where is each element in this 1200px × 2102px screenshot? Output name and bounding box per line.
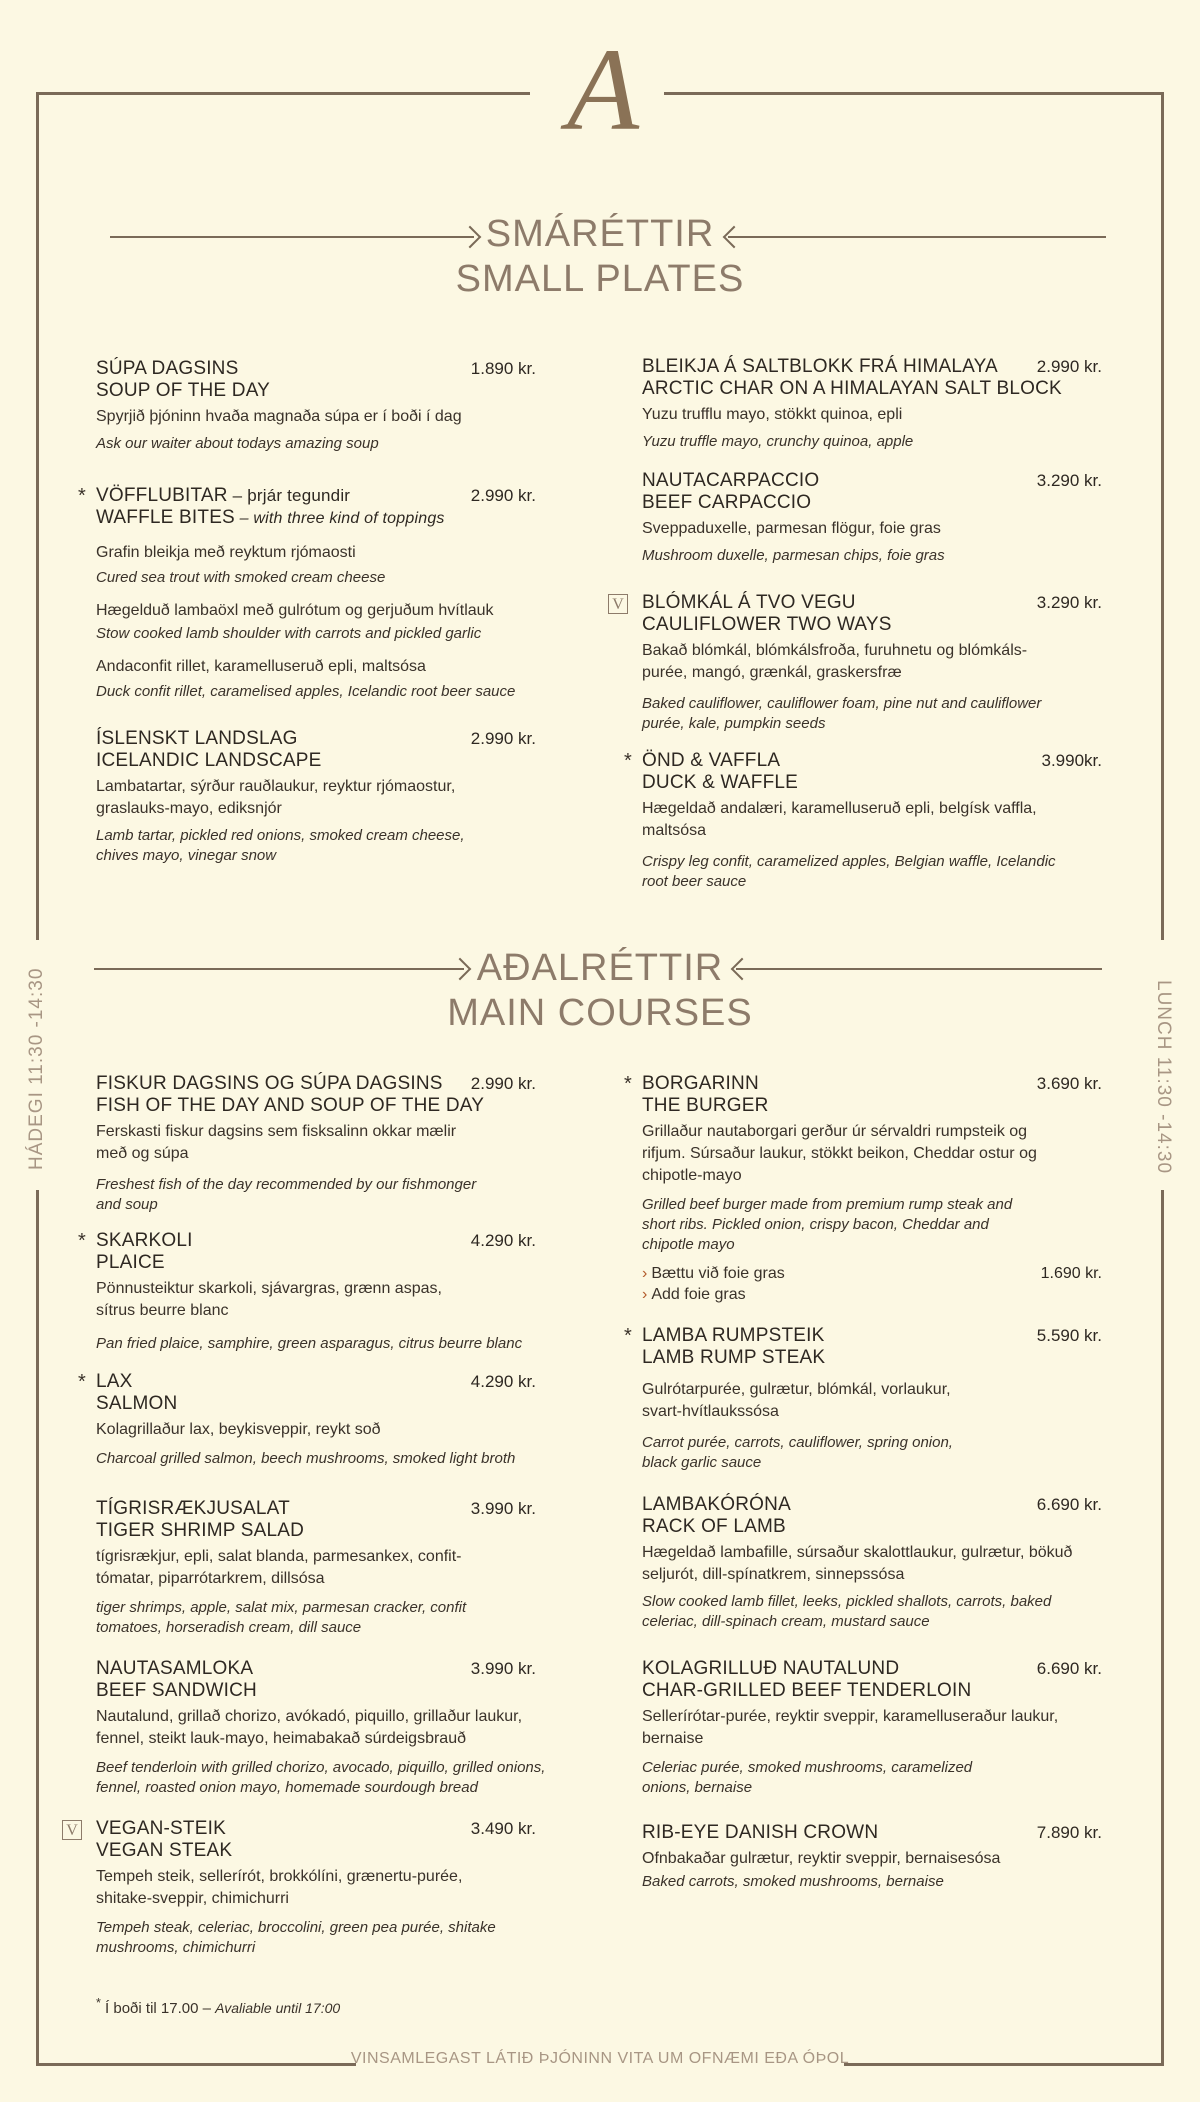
dish-name-en: RACK OF LAMB	[642, 1516, 786, 1537]
dish-name-is: LAMBA RUMPSTEIK	[642, 1325, 825, 1346]
dish-name-en: TIGER SHRIMP SALAD	[96, 1520, 305, 1541]
dish-name-is: BLEIKJA Á SALTBLOKK FRÁ HIMALAYA	[642, 356, 998, 377]
dish-desc-is: Spyrjið þjóninn hvaða magnaða súpa er í boði í dag	[96, 408, 462, 425]
dish-name-en: ICELANDIC LANDSCAPE	[96, 750, 322, 771]
allergy-notice: VINSAMLEGAST LÁTIÐ ÞJÓNINN VITA UM OFNÆMI EÐA ÓÞOL	[350, 2050, 850, 2067]
footnote-en: Avaliable until 17:00	[215, 2000, 341, 2016]
restaurant-logo: A	[566, 24, 640, 155]
small-plates-title-is: SMÁRÉTTIR	[485, 213, 715, 255]
dish-name-is: NAUTASAMLOKA	[96, 1658, 254, 1679]
dish-name-is: LAX	[96, 1371, 133, 1392]
dish-soup-of-the-day	[96, 358, 566, 454]
dish-desc-en: Charcoal grilled salmon, beech mushrooms, smoked light broth	[96, 1450, 516, 1467]
dish-desc-is: Tempeh steik, sellerírót, brokkólíni, grænertu-purée, shitake-sveppir, chimichurri	[96, 1868, 463, 1907]
dish-rack-of-lamb	[642, 1494, 1102, 1632]
dish-name-is: SÚPA DAGSINS	[96, 358, 239, 379]
dish-name-en: PLAICE	[96, 1252, 165, 1273]
dish-name-is: FISKUR DAGSINS OG SÚPA DAGSINS	[96, 1073, 443, 1094]
footnote-is: Í boði til 17.00 –	[100, 2000, 216, 2017]
dish-the-burger	[624, 1073, 1102, 1305]
topping-desc-is: Andaconfit rillet, karamelluseruð epli, maltsósa	[96, 658, 426, 675]
vegan-icon: V	[62, 1820, 82, 1840]
dish-name-en: SALMON	[96, 1393, 178, 1414]
dish-desc-is: Grillaður nautaborgari gerður úr sérvaldri rumpsteik og rifjum. Súrsaður laukur, stökkt beikon, Cheddar ostur og chipotle-mayo	[642, 1123, 1037, 1184]
addon-label-is: Bættu við foie gras	[651, 1265, 785, 1282]
dish-name-is: LAMBAKÓRÓNA	[642, 1494, 791, 1515]
dish-price: 7.890 kr.	[1036, 1823, 1102, 1842]
dish-desc-en: Grilled beef burger made from premium rump steak and short ribs. Pickled onion, crispy bacon, Cheddar and chipotle mayo	[642, 1196, 1013, 1253]
dish-name-is: ÖND & VAFFLA	[642, 750, 781, 771]
vegan-icon: V	[608, 594, 628, 614]
dish-plaice	[78, 1230, 566, 1354]
dish-desc-is: Pönnusteiktur skarkoli, sjávargras, grænn aspas, sítrus beurre blanc	[96, 1280, 442, 1319]
dish-name-en: LAMB RUMP STEAK	[642, 1347, 826, 1368]
dish-price: 4.290 kr.	[470, 1372, 536, 1391]
dish-lamb-rump-steak	[624, 1325, 1102, 1473]
dish-name-is: KOLAGRILLUÐ NAUTALUND	[642, 1658, 900, 1679]
topping-desc-en: Stow cooked lamb shoulder with carrots and pickled garlic	[96, 625, 482, 642]
dish-desc-is: Yuzu trufflu mayo, stökkt quinoa, epli	[642, 406, 903, 423]
dish-rib-eye	[642, 1822, 1102, 1892]
dish-price: 6.690 kr.	[1036, 1659, 1102, 1678]
dish-desc-is: Nautalund, grillað chorizo, avókadó, piquillo, grillaður laukur, fennel, steikt lauk-mayo, heimabakað súrdeigsbrauð	[96, 1708, 523, 1747]
side-label-hadegi: HÁDEGI 11:30 -14:30	[26, 967, 47, 1170]
asterisk-marker: *	[78, 485, 86, 507]
dish-desc-is: Sellerírótar-purée, reyktir sveppir, karamelluseraður laukur, bernaise	[642, 1708, 1059, 1747]
dish-name-en-sub: – with three kind of toppings	[234, 510, 445, 527]
dish-cauliflower-two-ways	[612, 592, 1102, 734]
dish-desc-en: Crispy leg confit, caramelized apples, Belgian waffle, Icelandic root beer sauce	[642, 853, 1056, 890]
dish-price: 3.290 kr.	[1036, 593, 1102, 612]
dish-desc-en: Ask our waiter about todays amazing soup	[96, 435, 379, 452]
dish-arctic-char	[642, 356, 1102, 452]
asterisk-marker: *	[624, 1325, 632, 1347]
asterisk-marker: *	[78, 1230, 86, 1252]
dish-price: 3.290 kr.	[1036, 471, 1102, 490]
dish-desc-is: Bakað blómkál, blómkálsfroða, furuhnetu og blómkáls-purée, mangó, grænkál, graskersfræ	[642, 642, 1028, 681]
dish-waffle-bites	[78, 485, 566, 702]
dish-name-en: CHAR-GRILLED BEEF TENDERLOIN	[642, 1680, 972, 1701]
dish-name-en: CAULIFLOWER TWO WAYS	[642, 614, 892, 635]
addon-label-en: Add foie gras	[651, 1286, 746, 1303]
dish-desc-is: Kolagrillaður lax, beykisveppir, reykt soð	[96, 1421, 381, 1438]
dish-icelandic-landscape	[96, 728, 566, 866]
dish-fish-of-the-day	[96, 1073, 566, 1215]
dish-desc-en: Pan fried plaice, samphire, green asparagus, citrus beurre blanc	[96, 1335, 523, 1352]
dish-desc-en: Freshest fish of the day recommended by our fishmonger and soup	[96, 1176, 477, 1213]
dish-desc-en: Yuzu truffle mayo, crunchy quinoa, apple	[642, 433, 914, 450]
addon-foie-gras	[642, 1263, 1102, 1305]
dish-name-en: BEEF CARPACCIO	[642, 492, 812, 513]
dish-beef-tenderloin	[642, 1658, 1102, 1798]
side-label-lunch: LUNCH 11:30 -14:30	[1153, 980, 1174, 1175]
availability-footnote	[96, 1996, 340, 2017]
chevron-right-icon: ›	[642, 1286, 648, 1303]
topping-desc-en: Cured sea trout with smoked cream cheese	[96, 569, 386, 586]
dish-name-en: THE BURGER	[642, 1095, 769, 1116]
dish-price: 3.990kr.	[1041, 751, 1102, 770]
dish-beef-sandwich	[96, 1658, 566, 1798]
dish-desc-en: Tempeh steak, celeriac, broccolini, green pea purée, shitake mushrooms, chimichurri	[96, 1919, 496, 1956]
topping-desc-en: Duck confit rillet, caramelised apples, Icelandic root beer sauce	[96, 683, 516, 700]
dish-desc-is: Ofnbakaðar gulrætur, reyktir sveppir, bernaisesósa	[642, 1850, 1001, 1867]
dish-price: 2.990 kr.	[1036, 357, 1102, 376]
dish-desc-is: Lambatartar, sýrður rauðlaukur, reyktur rjómaostur, graslauks-mayo, ediksnjór	[96, 778, 456, 817]
dish-desc-en: Lamb tartar, pickled red onions, smoked cream cheese, chives mayo, vinegar snow	[96, 827, 465, 864]
dish-desc-en: Carrot purée, carrots, cauliflower, spring onion, black garlic sauce	[642, 1434, 953, 1471]
dish-price: 2.990 kr.	[470, 1074, 536, 1093]
dish-name-en: SOUP OF THE DAY	[96, 380, 271, 401]
dish-price: 6.690 kr.	[1036, 1495, 1102, 1514]
dish-price: 2.990 kr.	[470, 729, 536, 748]
dish-salmon	[78, 1371, 566, 1469]
asterisk-marker: *	[96, 1996, 101, 2010]
dish-price: 4.290 kr.	[470, 1231, 536, 1250]
dish-duck-waffle	[624, 750, 1102, 892]
dish-desc-is: Hægeldað andalæri, karamelluseruð epli, belgísk vaffla, maltsósa	[642, 800, 1037, 839]
dish-name-en: VEGAN STEAK	[96, 1840, 233, 1861]
dish-name-is: VEGAN-STEIK	[96, 1818, 226, 1839]
dish-name-is: RIB-EYE DANISH CROWN	[642, 1822, 879, 1843]
dish-name-en: DUCK & WAFFLE	[642, 772, 799, 793]
dish-vegan-steak	[66, 1818, 566, 1958]
dish-desc-is: Hægeldað lambafille, súrsaður skalottlaukur, gulrætur, bökuð seljurót, dill-spínatkrem, sinnepssósa	[642, 1544, 1073, 1583]
main-courses-title-en: MAIN COURSES	[447, 992, 753, 1034]
main-courses-title-is: AÐALRÉTTIR	[476, 947, 724, 989]
dish-name-is: BORGARINN	[642, 1073, 759, 1094]
dish-name-is: SKARKOLI	[96, 1230, 193, 1251]
topping-desc-is: Grafin bleikja með reyktum rjómaosti	[96, 544, 356, 561]
dish-desc-en: Mushroom duxelle, parmesan chips, foie gras	[642, 547, 945, 564]
dish-desc-en: Baked carrots, smoked mushrooms, bernaise	[642, 1873, 944, 1890]
dish-desc-en: Celeriac purée, smoked mushrooms, caramelized onions, bernaise	[642, 1759, 973, 1796]
dish-name-is-sub: – þrjár tegundir	[227, 486, 351, 505]
dish-price: 3.690 kr.	[1036, 1074, 1102, 1093]
topping-desc-is: Hægelduð lambaöxl með gulrótum og gerjuðum hvítlauk	[96, 602, 494, 619]
chevron-right-icon: ›	[642, 1265, 648, 1282]
dish-price: 5.590 kr.	[1036, 1326, 1102, 1345]
dish-name-is: BLÓMKÁL Á TVO VEGU	[642, 592, 856, 613]
dish-name-en: WAFFLE BITES	[96, 507, 235, 528]
dish-desc-en: Beef tenderloin with grilled chorizo, avocado, piquillo, grilled onions, fennel, roasted onion mayo, homemade sourdough bread	[96, 1759, 546, 1796]
small-plates-title-en: SMALL PLATES	[455, 258, 745, 300]
dish-desc-en: tiger shrimps, apple, salat mix, parmesan cracker, confit tomatoes, horseradish cream, dill sauce	[96, 1599, 467, 1636]
dish-desc-is: tígrisrækjur, epli, salat blanda, parmesankex, confit-tómatar, piparrótarkrem, dillsósa	[96, 1548, 462, 1587]
asterisk-marker: *	[624, 1073, 632, 1095]
dish-desc-is: Sveppaduxelle, parmesan flögur, foie gras	[642, 520, 941, 537]
dish-name-is: NAUTACARPACCIO	[642, 470, 820, 491]
dish-price: 2.990 kr.	[470, 486, 536, 505]
dish-price: 1.890 kr.	[470, 359, 536, 378]
dish-name-en: FISH OF THE DAY AND SOUP OF THE DAY	[96, 1095, 485, 1116]
dish-desc-en: Slow cooked lamb fillet, leeks, pickled shallots, carrots, baked celeriac, dill-spinach cream, mustard sauce	[642, 1593, 1052, 1630]
dish-name-is: ÍSLENSKT LANDSLAG	[96, 728, 298, 749]
dish-desc-en: Baked cauliflower, cauliflower foam, pine nut and cauliflower purée, kale, pumpkin seeds	[642, 695, 1042, 732]
asterisk-marker: *	[624, 750, 632, 772]
dish-price: 3.990 kr.	[470, 1659, 536, 1678]
dish-beef-carpaccio	[642, 470, 1102, 566]
dish-name-is: TÍGRISRÆKJUSALAT	[96, 1498, 290, 1519]
addon-price: 1.690 kr.	[1040, 1265, 1102, 1282]
dish-tiger-shrimp-salad	[96, 1498, 566, 1638]
dish-name-en: ARCTIC CHAR ON A HIMALAYAN SALT BLOCK	[642, 378, 1062, 399]
dish-price: 3.490 kr.	[470, 1819, 536, 1838]
asterisk-marker: *	[78, 1371, 86, 1393]
dish-desc-is: Ferskasti fiskur dagsins sem fisksalinn okkar mælir með og súpa	[96, 1123, 457, 1162]
dish-name-is: VÖFFLUBITAR	[96, 485, 228, 506]
dish-desc-is: Gulrótarpurée, gulrætur, blómkál, vorlaukur, svart-hvítlaukssósa	[642, 1381, 951, 1420]
dish-name-en: BEEF SANDWICH	[96, 1680, 257, 1701]
dish-price: 3.990 kr.	[470, 1499, 536, 1518]
